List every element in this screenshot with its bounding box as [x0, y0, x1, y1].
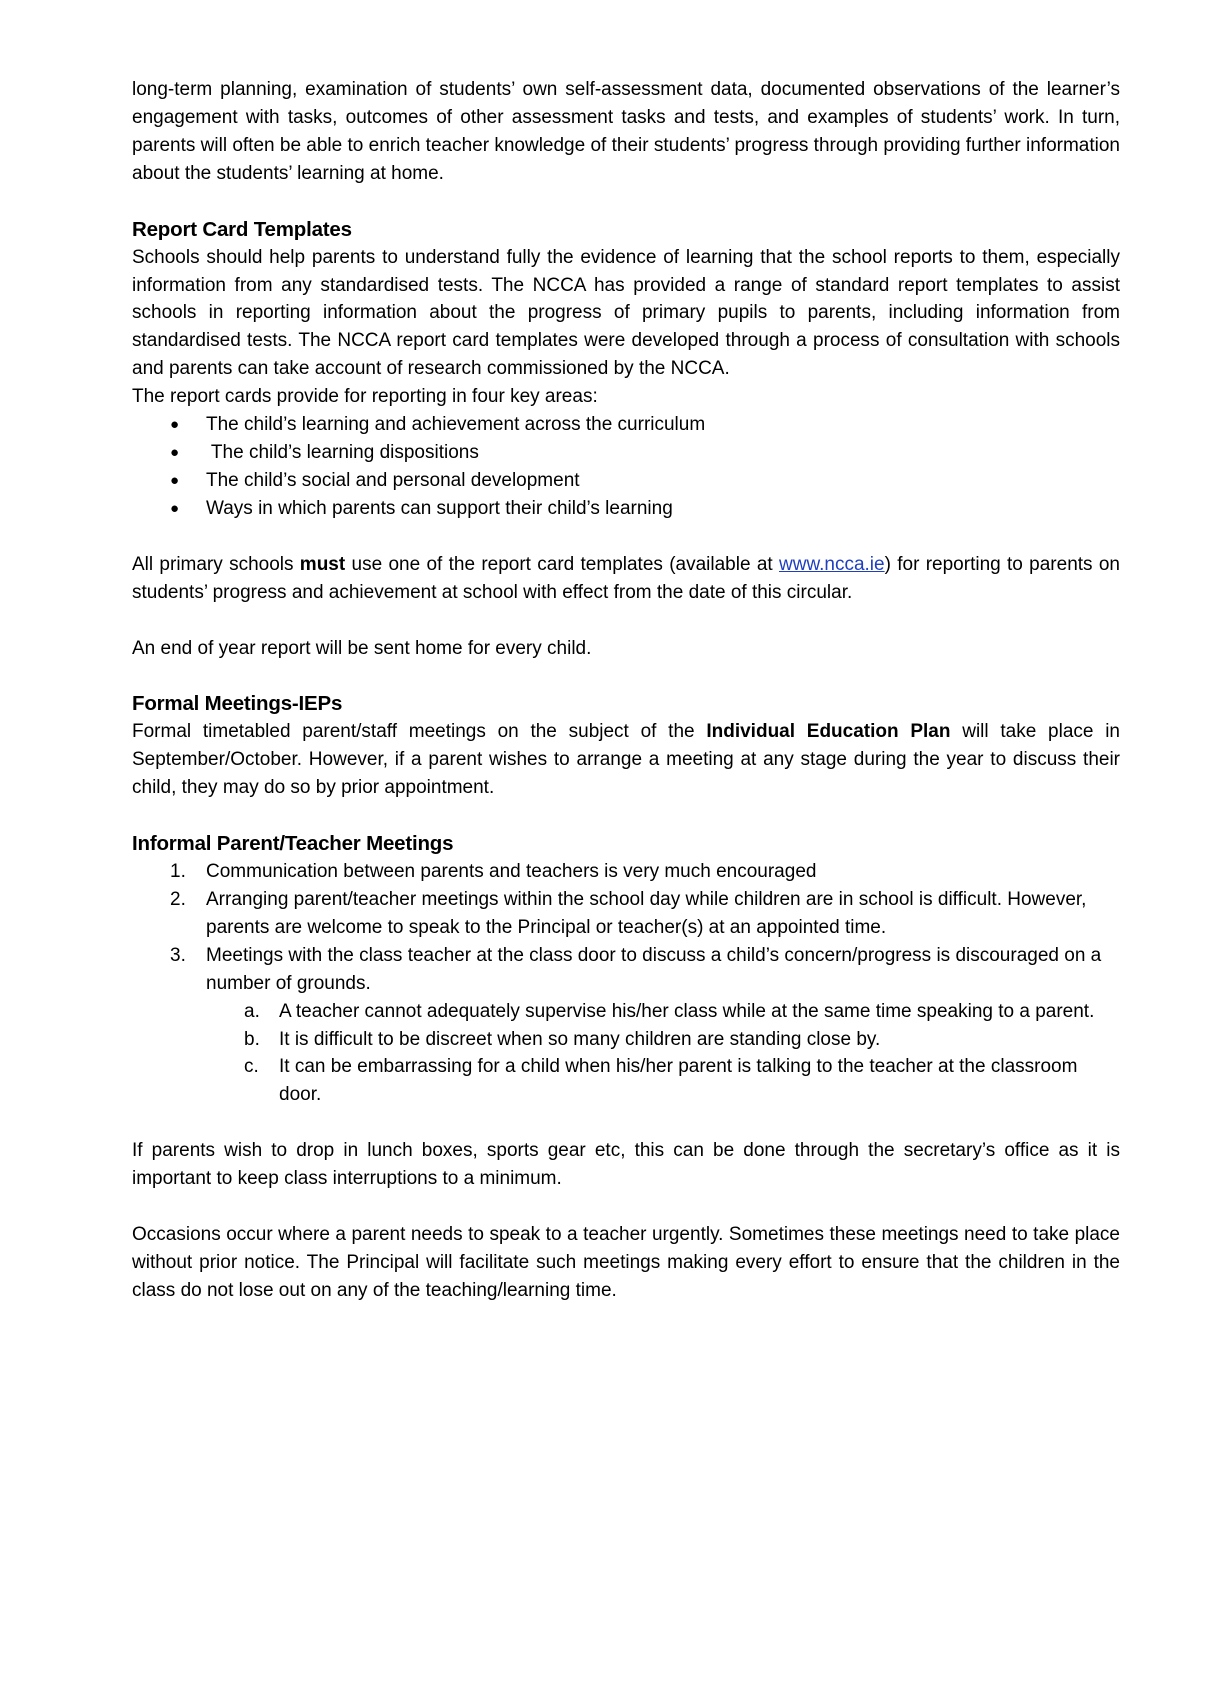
ncca-link[interactable]: www.ncca.ie: [779, 553, 885, 575]
spacer: [132, 802, 1120, 830]
spacer: [132, 523, 1120, 551]
spacer: [132, 1109, 1120, 1137]
key-areas-list: [132, 411, 1120, 523]
grounds-sublist: [132, 998, 1120, 1110]
spacer: [132, 662, 1120, 690]
must-use-paragraph: All primary schools must use one of the report card templates (available at www.ncca.ie) for reporting to parents on students’ progress and achievement at school with effect from the date of this circular.: [132, 553, 1120, 603]
urgent-meetings-paragraph: Occasions occur where a parent needs to speak to a teacher urgently. Sometimes these meetings need to take place without prior notice. The Principal will facilitate such meetings making every effort to ensure that the children in the class do not lose out on any of the teaching/learning time.: [132, 1224, 1120, 1301]
spacer: [132, 1193, 1120, 1221]
list-item: ● The child’s learning and achievement across the curriculum: [132, 411, 1120, 439]
document-page: [132, 76, 1120, 1305]
list-item: ● The child’s social and personal development: [132, 467, 1120, 495]
bullet-icon: ●: [170, 443, 180, 461]
list-item: c. It can be embarrassing for a child when his/her parent is talking to the teacher at the classroom door.: [244, 1056, 1078, 1106]
bullet-icon: ●: [170, 416, 180, 434]
section-heading-informal-meetings: Informal Parent/Teacher Meetings: [132, 832, 454, 856]
list-item: b. It is difficult to be discreet when so many children are standing close by.: [244, 1028, 881, 1050]
section-heading-formal-meetings: Formal Meetings-IEPs: [132, 692, 343, 716]
section-heading-report-cards: Report Card Templates: [132, 217, 352, 241]
list-item: 1. Communication between parents and teachers is very much encouraged: [170, 861, 817, 883]
lunch-boxes-paragraph: If parents wish to drop in lunch boxes, sports gear etc, this can be done through the secretary’s office as it is important to keep class interruptions to a minimum.: [132, 1140, 1120, 1190]
spacer: [132, 188, 1120, 216]
report-cards-list-intro: The report cards provide for reporting in four key areas:: [132, 386, 598, 408]
list-item: 3. Meetings with the class teacher at the class door to discuss a child’s concern/progress is discouraged on a number of grounds.: [170, 944, 1102, 994]
informal-meetings-list: [132, 858, 1120, 998]
formal-meetings-paragraph: Formal timetabled parent/staff meetings on the subject of the Individual Education Plan will take place in September/October. However, if a parent wishes to arrange a meeting at any stage during the year to discuss their child, they may do so by prior appointment.: [132, 721, 1120, 799]
bullet-icon: ●: [170, 499, 180, 517]
list-item: 2. Arranging parent/teacher meetings within the school day while children are in school is difficult. However, parents are welcome to speak to the Principal or teacher(s) at an appointed time.: [170, 889, 1087, 938]
list-item: ● Ways in which parents can support their child’s learning: [132, 495, 1120, 523]
report-cards-paragraph: Schools should help parents to understand fully the evidence of learning that the school reports to them, especially information from any standardised tests. The NCCA has provided a range of standard report templates to assist schools in reporting information about the progress of primary pupils to parents, including information from standardised tests. The NCCA report card templates were developed through a process of consultation with schools and parents can take account of research commissioned by the NCCA.: [132, 246, 1120, 380]
intro-paragraph: long-term planning, examination of students’ own self-assessment data, documented observations of the learner’s engagement with tasks, outcomes of other assessment tasks and tests, and examples of students’ work. In turn, parents will often be able to enrich teacher knowledge of their students’ progress through providing further information about the students’ learning at home.: [132, 79, 1120, 184]
list-item: a. A teacher cannot adequately supervise his/her class while at the same time speaking to a parent.: [244, 1000, 1095, 1022]
spacer: [132, 607, 1120, 635]
list-item: ● The child’s learning dispositions: [132, 439, 1120, 467]
end-of-year-paragraph: An end of year report will be sent home for every child.: [132, 637, 592, 659]
bullet-icon: ●: [170, 471, 180, 489]
